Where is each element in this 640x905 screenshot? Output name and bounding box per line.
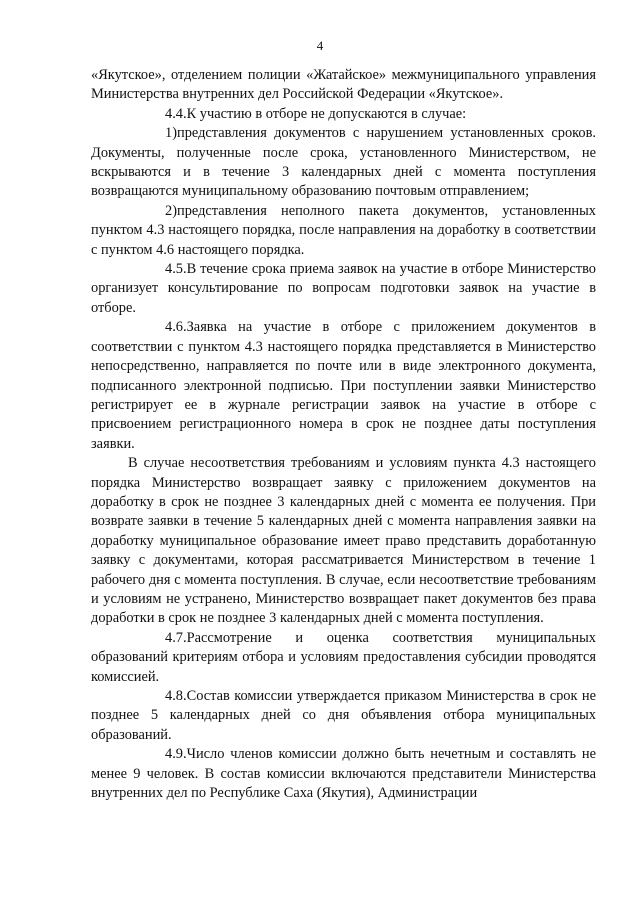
paragraph-text: Число членов комиссии должно быть нечетным и составлять не менее 9 человек. В состав комиссии включаются представители Министерства внутренних дел по Республике Саха (Якутия), Администрации	[91, 746, 596, 802]
paragraph-4-8	[91, 687, 596, 745]
list-item-2	[91, 202, 596, 260]
paragraph-number: 4.6.	[165, 319, 187, 336]
paragraph-4-7	[91, 629, 596, 687]
paragraph-number: 4.4.	[165, 105, 187, 122]
page-number: 4	[316, 38, 324, 53]
paragraph-4-5	[91, 260, 596, 318]
paragraph-text: В случае несоответствия требованиям и условиям пункта 4.3 настоящего порядка Министерство возвращает заявку с приложением документов на доработку в срок не позднее 3 календарных дней с момента ее получения. При возврате заявки в течение 5 календарных дней с момента направления заявки на доработку муниципальное образование имеет право представить доработанную заявку с документами, которая рассматривается Министерством в течение 1 рабочего дня с момента поступления. В случае, если несоответствие требованиям и условиям не устранено, Министерство возвращает пакет документов без права доработки в срок не позднее 3 календарных дней с момента поступления.	[91, 455, 596, 627]
paragraph-4-6	[91, 318, 596, 454]
document-body	[91, 66, 596, 803]
paragraph-number: 4.9.	[165, 746, 187, 763]
paragraph-4-6-continued	[91, 454, 596, 629]
list-item-text: представления документов с нарушением установленных сроков. Документы, полученные после срока, установленного Министерством, не вскрываются и в течение 3 календарных дней с момента поступления возвращаются муниципальному образованию почтовым отправлением;	[91, 125, 596, 200]
paragraph-text: К участию в отборе не допускаются в случае:	[186, 105, 467, 122]
paragraph-number: 4.7.	[165, 629, 187, 646]
paragraph-text: Состав комиссии утверждается приказом Министерства в срок не позднее 5 календарных дней со дня объявления отбора муниципальных образований.	[91, 688, 596, 743]
list-item-text: представления неполного пакета документов, установленных пунктом 4.3 настоящего порядка, после направления на доработку в соответствии с пунктом 4.6 настоящего порядка.	[91, 202, 596, 258]
paragraph-text: Рассмотрение и оценка соответствия муниципальных образований критериям отбора и условиям предоставления субсидии проводятся комиссией.	[91, 629, 596, 685]
paragraph-number: 4.5.	[165, 261, 187, 278]
list-number: 2)	[165, 202, 177, 219]
paragraph-text: В течение срока приема заявок на участие в отборе Министерство организует консультирование по вопросам подготовки заявок на участие в отборе.	[91, 261, 596, 316]
paragraph-text: Заявка на участие в отборе с приложением документов в соответствии с пунктом 4.3 настоящего порядка представляется в Министерство непосредственно, направляется по почте или в виде электронного документа, подписанного электронной подписью. При поступлении заявки Министерство регистрирует ее в журнале регистрации заявок на участие в отборе с присвоением регистрационного номера в срок не позднее даты поступления заявки.	[91, 319, 596, 452]
paragraph-4-4	[91, 105, 596, 124]
list-number: 1)	[165, 125, 177, 142]
paragraph-4-9	[91, 745, 596, 803]
list-item-1	[91, 124, 596, 202]
paragraph-continuation	[91, 66, 596, 105]
paragraph-number: 4.8.	[165, 688, 187, 704]
paragraph-text: «Якутское», отделением полиции «Жатайское» межмуниципального управления Министерства внутренних дел Российской Федерации «Якутское».	[91, 67, 596, 103]
